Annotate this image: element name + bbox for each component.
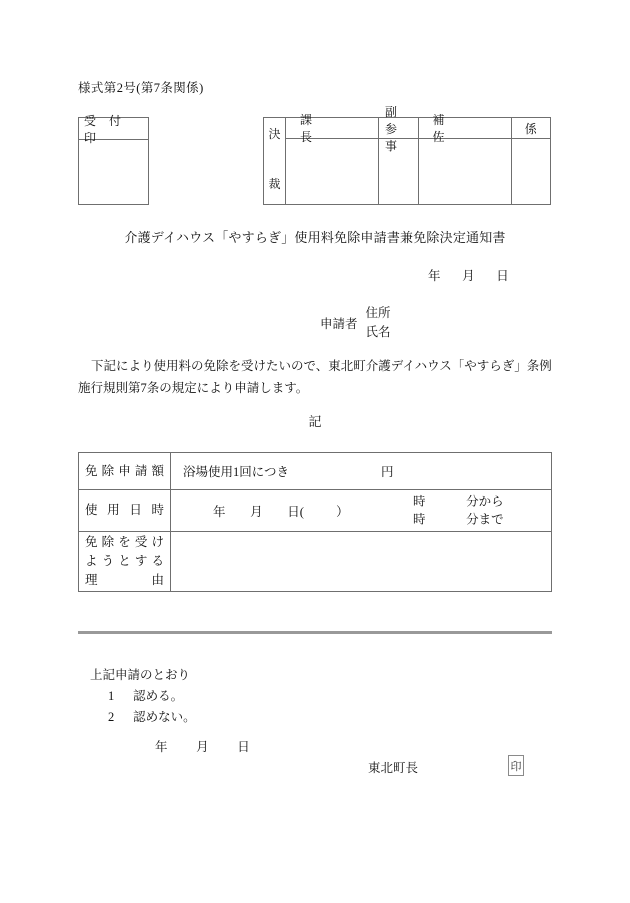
decision-option-approve[interactable] bbox=[90, 686, 196, 707]
approval-column-kakari bbox=[512, 118, 550, 204]
usage-month-label: 月 bbox=[250, 504, 263, 519]
ki-marker: 記 bbox=[308, 414, 322, 429]
row-label-reason bbox=[79, 532, 171, 591]
applicant-date-line bbox=[428, 266, 509, 284]
approval-column-stamp-area[interactable] bbox=[512, 139, 550, 204]
amount-description: 浴場使用1回につき bbox=[183, 465, 290, 479]
usage-date-fields bbox=[213, 502, 349, 520]
application-form-table bbox=[78, 452, 552, 592]
seal-mark-label: 印 bbox=[510, 760, 522, 773]
table-row-reason bbox=[79, 532, 551, 592]
decision-year-label: 年 bbox=[155, 740, 168, 754]
document-title: 介護デイハウス「やすらぎ」使用料免除申請書兼免除決定通知書 bbox=[124, 230, 506, 245]
approval-column-header: 課 長 bbox=[286, 118, 378, 139]
approval-side-char-2: 裁 bbox=[268, 177, 281, 191]
approval-column-header: 係 bbox=[512, 118, 550, 139]
issuer-line bbox=[368, 758, 418, 776]
section-divider bbox=[78, 631, 552, 634]
date-day-label: 日 bbox=[496, 269, 509, 283]
applicant-name-label: 氏名 bbox=[365, 325, 391, 340]
decision-option-label: 認めない。 bbox=[133, 710, 196, 724]
usage-time-to bbox=[413, 513, 504, 527]
approval-table bbox=[263, 104, 551, 205]
table-row-datetime bbox=[79, 490, 551, 532]
row-label-datetime bbox=[79, 490, 171, 531]
usage-time-fields bbox=[413, 492, 504, 530]
row-label-line-1: 免 除 を 受 け bbox=[85, 535, 164, 550]
receipt-stamp-label: 受 付 印 bbox=[79, 118, 148, 140]
approval-column-header: 補 佐 bbox=[419, 118, 511, 139]
receipt-stamp-box bbox=[78, 113, 149, 205]
approval-column-fukusanji bbox=[379, 104, 418, 204]
decision-date-line bbox=[155, 737, 250, 755]
decision-option-number: 1 bbox=[108, 689, 115, 703]
row-label-text: 使 用 日 時 bbox=[85, 503, 164, 518]
applicant-address-label: 住所 bbox=[365, 306, 391, 320]
seal-mark-box[interactable] bbox=[508, 755, 524, 776]
decision-option-deny[interactable] bbox=[90, 707, 196, 728]
table-row-amount bbox=[79, 453, 551, 490]
usage-time-from bbox=[413, 494, 504, 508]
body-paragraph: 下記により使用料の免除を受けたいので、東北町介護デイハウス「やすらぎ」条例施行規則第7条の規定により申請します。 bbox=[78, 359, 552, 395]
row-value-amount[interactable] bbox=[171, 453, 551, 489]
approval-column-hosa bbox=[419, 113, 512, 204]
issuer-title: 東北町長 bbox=[368, 761, 419, 775]
usage-year-label: 年 bbox=[213, 504, 226, 519]
decision-day-label: 日 bbox=[237, 740, 250, 754]
approval-column-stamp-area[interactable] bbox=[419, 139, 511, 204]
approval-column-stamp-area[interactable] bbox=[379, 139, 417, 204]
decision-section bbox=[90, 665, 196, 728]
time-from-minute: 分から bbox=[466, 493, 504, 508]
approval-columns bbox=[286, 104, 550, 204]
decision-heading: 上記申請のとおり bbox=[90, 668, 191, 682]
row-label-amount bbox=[79, 453, 171, 489]
time-from-hour: 時 bbox=[413, 493, 426, 508]
form-number: 様式第2号(第7条関係) bbox=[78, 81, 204, 95]
approval-side-label bbox=[264, 118, 286, 204]
row-label-line-2: よ う と す る bbox=[85, 554, 164, 569]
time-to-minute: 分まで bbox=[466, 512, 504, 527]
date-month-label: 月 bbox=[462, 269, 475, 283]
row-label-line-3: 理 由 bbox=[85, 572, 164, 587]
row-value-datetime[interactable] bbox=[171, 490, 551, 531]
amount-unit: 円 bbox=[381, 465, 394, 479]
row-label-text: 免 除 申 請 額 bbox=[85, 463, 164, 478]
approval-column-kacho bbox=[286, 113, 379, 204]
decision-option-number: 2 bbox=[108, 710, 115, 724]
applicant-label: 申請者 bbox=[320, 317, 358, 332]
date-year-label: 年 bbox=[428, 269, 441, 283]
usage-day-label: 日( bbox=[287, 504, 304, 519]
approval-side-char-1: 決 bbox=[268, 127, 281, 141]
applicant-fields bbox=[366, 304, 391, 343]
approval-column-header: 副 参 事 bbox=[379, 118, 417, 139]
time-to-hour: 時 bbox=[413, 512, 426, 527]
decision-month-label: 月 bbox=[196, 740, 209, 754]
row-value-reason[interactable] bbox=[171, 532, 551, 591]
decision-option-label: 認める。 bbox=[133, 689, 184, 703]
usage-weekday-close: ） bbox=[336, 504, 349, 519]
applicant-block bbox=[320, 304, 391, 343]
approval-column-stamp-area[interactable] bbox=[286, 139, 378, 204]
